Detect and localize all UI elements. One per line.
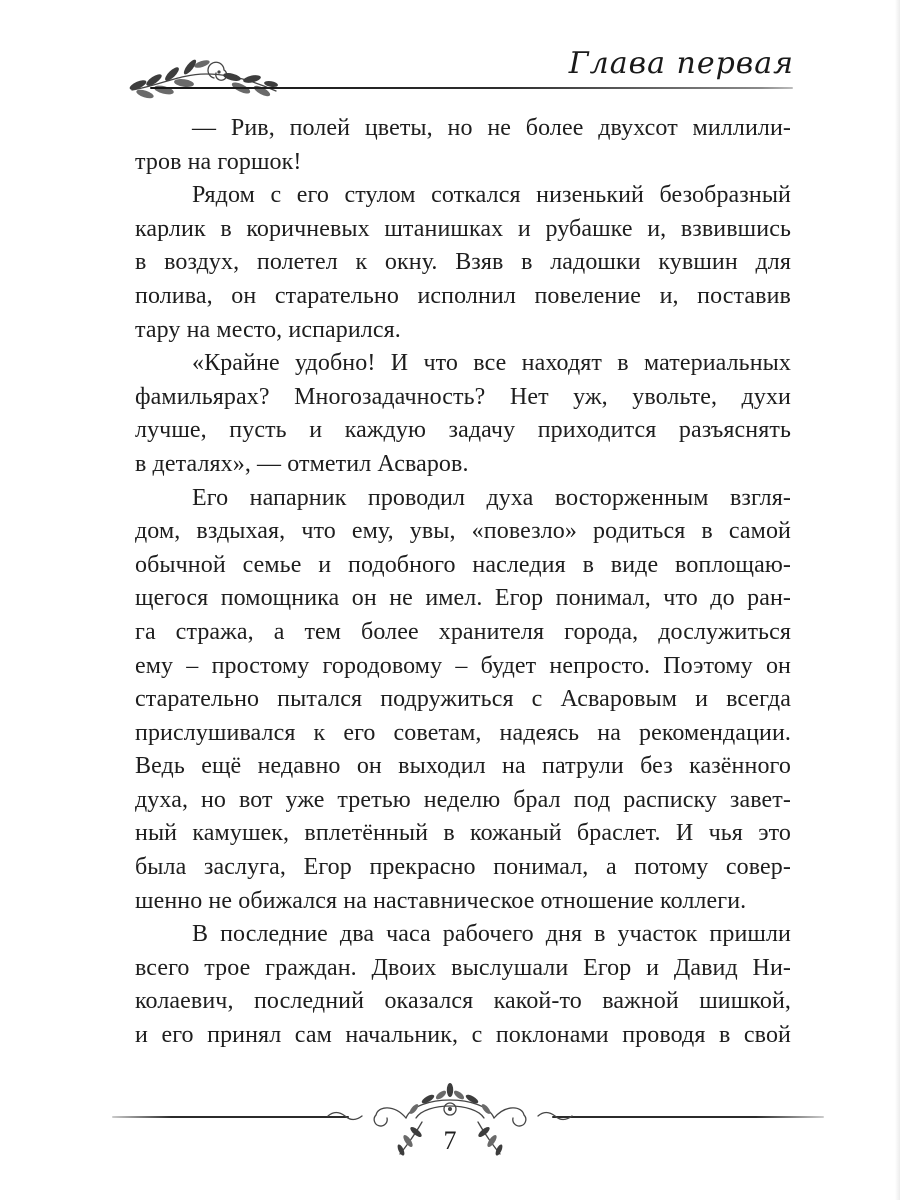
footer-rule-right: [552, 1116, 824, 1118]
text-line: шенно не обижался на наставническое отношение коллеги.: [135, 887, 747, 914]
floral-vine-icon: [128, 48, 278, 106]
text-line: Ведь ещё недавно он выходил на патрули без казённого: [135, 753, 791, 780]
text-line: в деталях», — отметил Асваров.: [135, 450, 469, 477]
page-footer: [0, 1080, 900, 1200]
text-line: прислушивался к его советам, надеясь на рекомендации.: [135, 719, 791, 746]
text-line: тров на горшок!: [135, 148, 302, 175]
text-line: Его напарник проводил духа восторженным взгля-: [192, 484, 791, 511]
text-line: — Рив, полей цветы, но не более двухсот миллили-: [192, 115, 791, 141]
text-line: полива, он старательно исполнил повеление и, поставив: [135, 282, 791, 309]
text-line: ный камушек, вплетённый в кожаный браслет. И чья это: [135, 820, 791, 847]
text-line: колаевич, последний оказался какой-то важной шишкой,: [135, 988, 791, 1015]
text-line: «Крайне удобно! И что все находят в материальных: [192, 350, 791, 377]
text-line: тару на место, испарился.: [135, 316, 401, 343]
text-line: фамильярах? Многозадачность? Нет уж, увольте, духи: [135, 383, 791, 410]
page-edge-shading: [895, 0, 900, 1200]
chapter-title: Глава первая: [568, 46, 794, 81]
text-line: была заслуга, Егор прекрасно понимал, а потому совер-: [135, 854, 791, 881]
text-line: старательно пытался подружиться с Асваровым и всегда: [135, 686, 791, 713]
text-line: духа, но вот уже третью неделю брал под расписку завет-: [135, 786, 791, 813]
text-line: всего трое граждан. Двоих выслушали Егор и Давид Ни-: [135, 954, 791, 981]
text-line: в воздух, полетел к окну. Взяв в ладошки кувшин для: [135, 249, 791, 276]
text-line: га стража, а тем более хранителя города, дослужиться: [135, 618, 791, 645]
text-line: щегося помощника он не имел. Егор понимал, что до ран-: [135, 585, 791, 612]
page-header: [0, 0, 900, 110]
page-text-block: [135, 112, 791, 1053]
text-line: Рядом с его стулом соткался низенький безобразный: [192, 182, 791, 209]
header-rule: [150, 87, 793, 89]
text-line: обычной семье и подобного наследия в виде воплощаю-: [135, 551, 791, 578]
text-line: карлик в коричневых штанишках и рубашке и, взвившись: [135, 215, 791, 242]
text-line: и его принял сам начальник, с поклонами проводя в свой: [135, 1022, 791, 1049]
text-line: лучше, пусть и каждую задачу приходится разъяснять: [135, 417, 791, 444]
text-line: В последние два часа рабочего дня в участок пришли: [192, 921, 791, 948]
text-line: ему – простому городовому – будет непросто. Поэтому он: [135, 652, 791, 679]
text-line: дом, вздыхая, что ему, увы, «повезло» родиться в самой: [135, 518, 791, 545]
page-number: 7: [443, 1126, 457, 1155]
